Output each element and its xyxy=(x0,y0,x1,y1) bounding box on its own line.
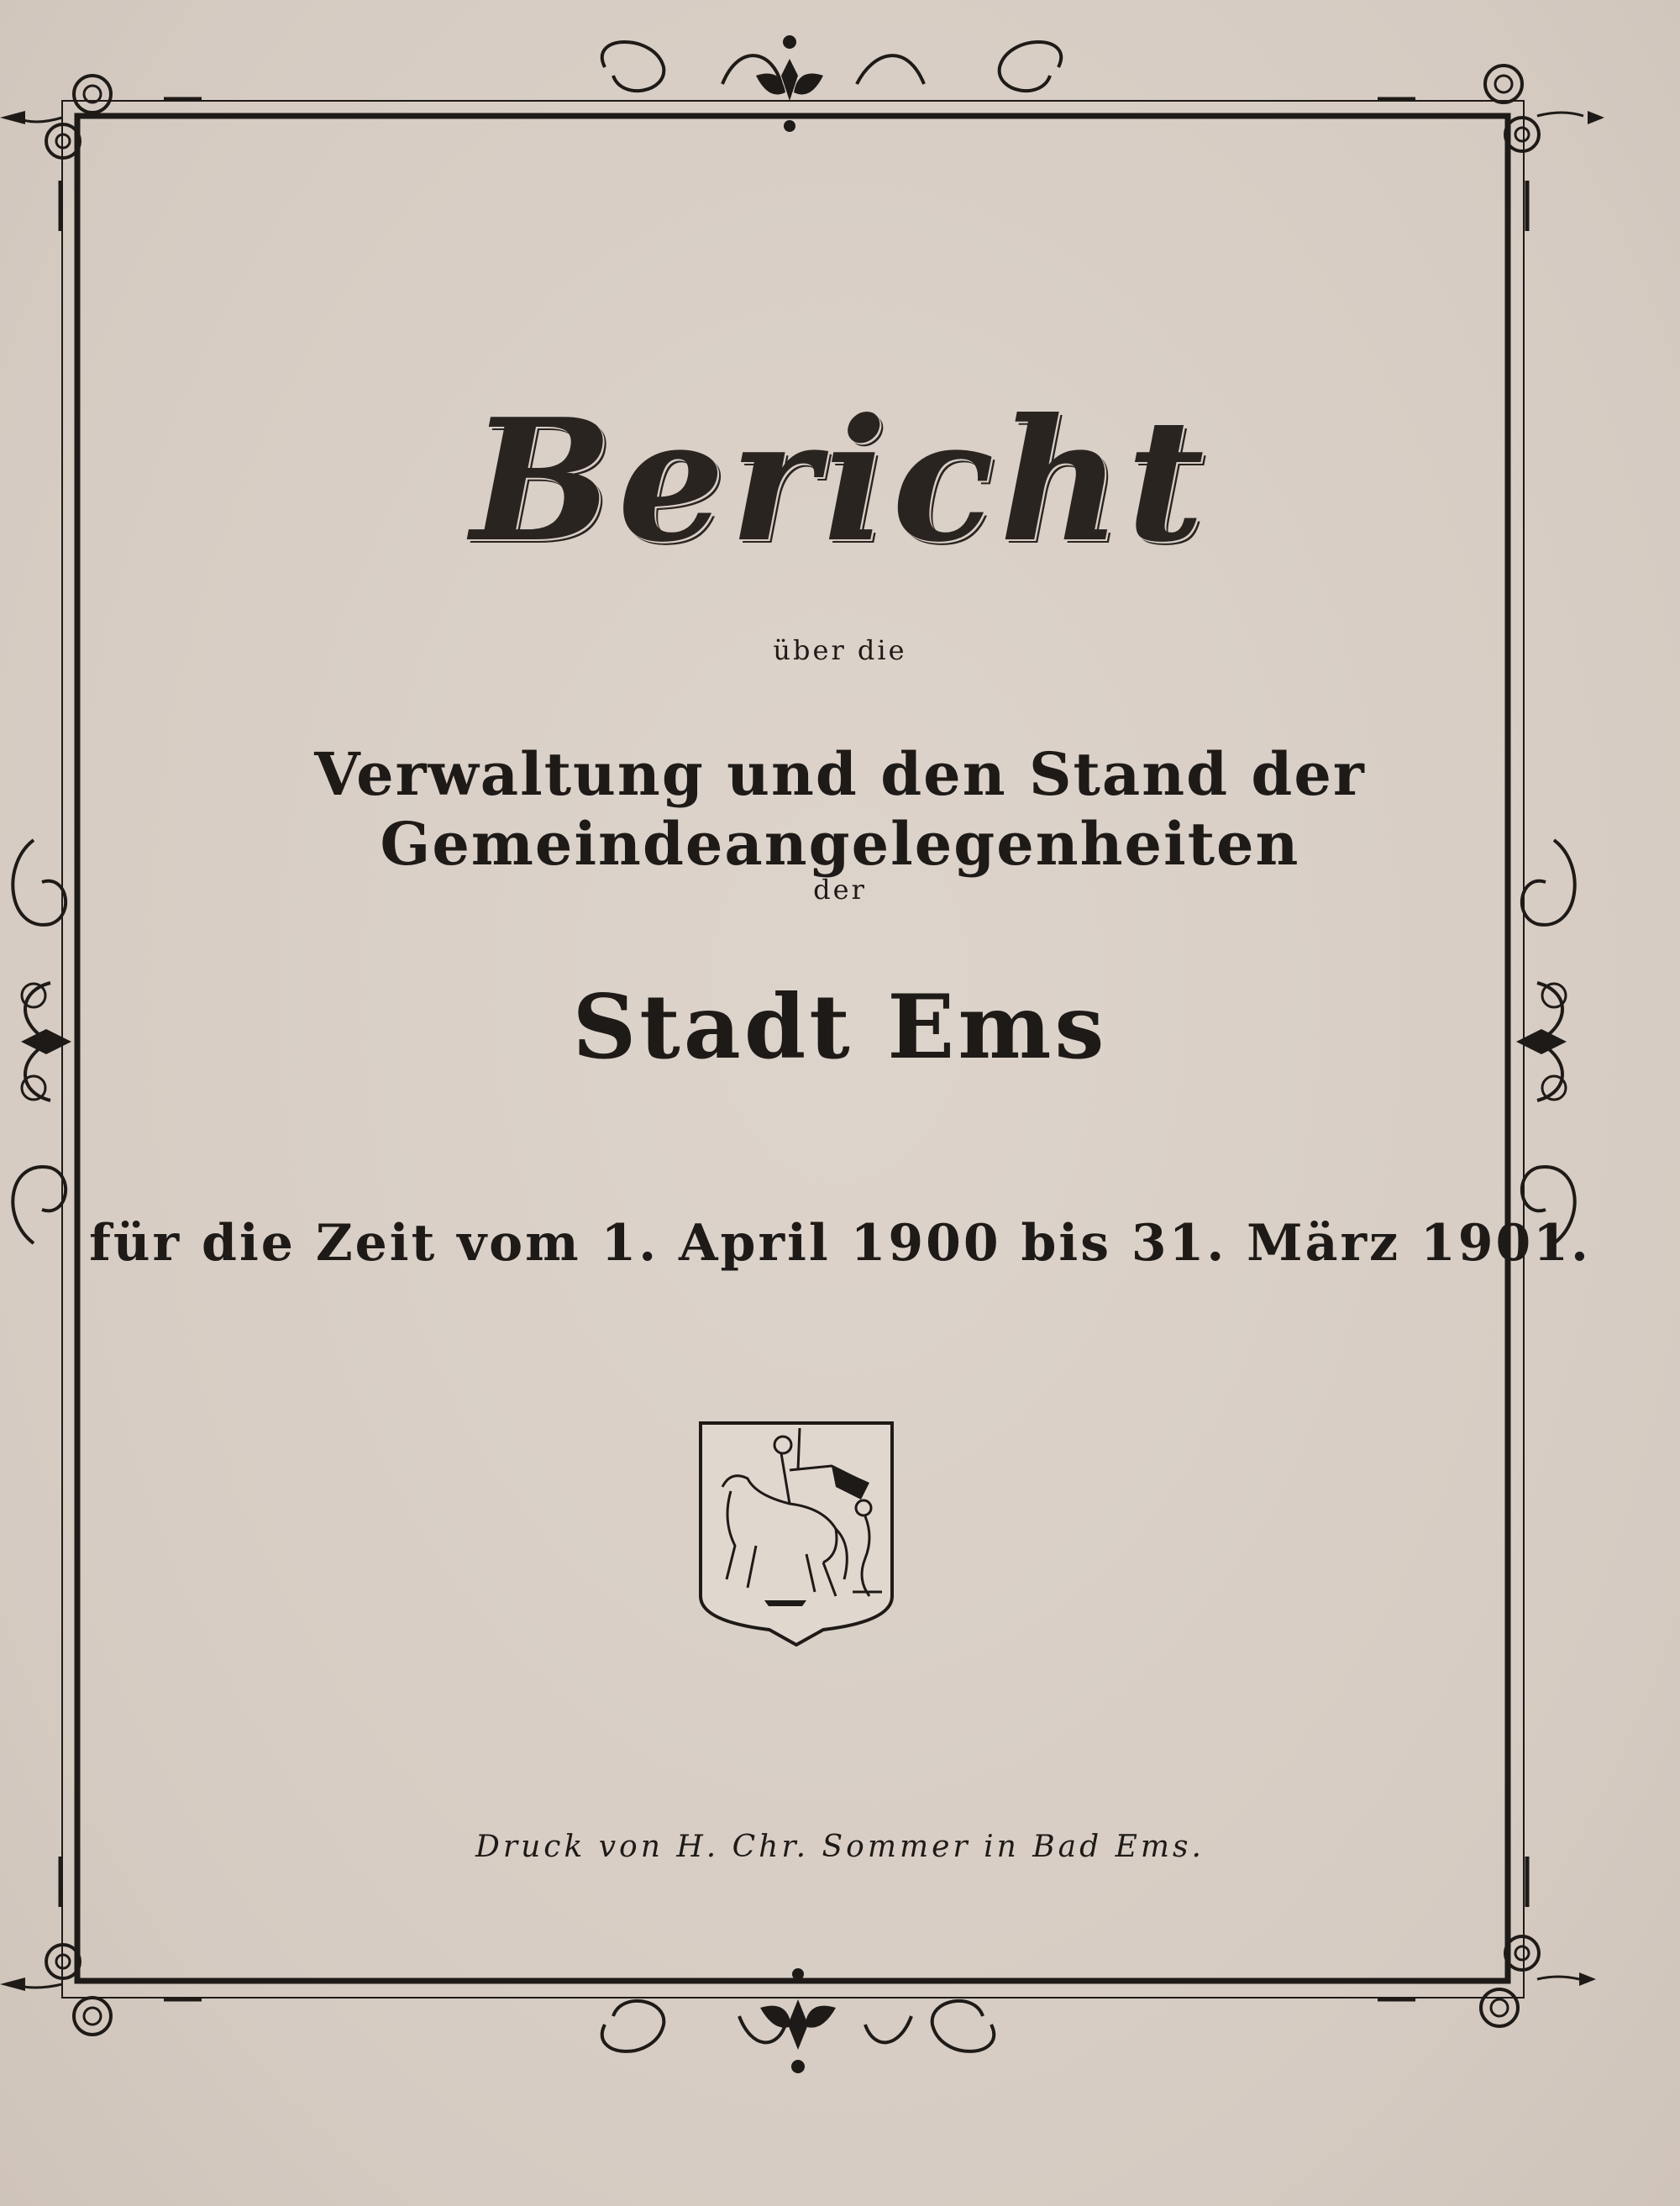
city-name: Stadt Ems xyxy=(572,974,1108,1079)
subtitle-ueber-die: über die xyxy=(773,634,907,666)
printer-imprint: Druck von H. Chr. Sommer in Bad Ems. xyxy=(475,1830,1205,1864)
coat-of-arms-emblem xyxy=(697,1420,895,1647)
report-period: für die Zeit vom 1. April 1900 bis 31. März 1901. xyxy=(89,1214,1591,1273)
subtitle-verwaltung: Verwaltung und den Stand der Gemeindeangelegenheiten xyxy=(314,739,1366,879)
subtitle-der: der xyxy=(813,874,867,906)
document-title: Bericht xyxy=(470,382,1210,580)
